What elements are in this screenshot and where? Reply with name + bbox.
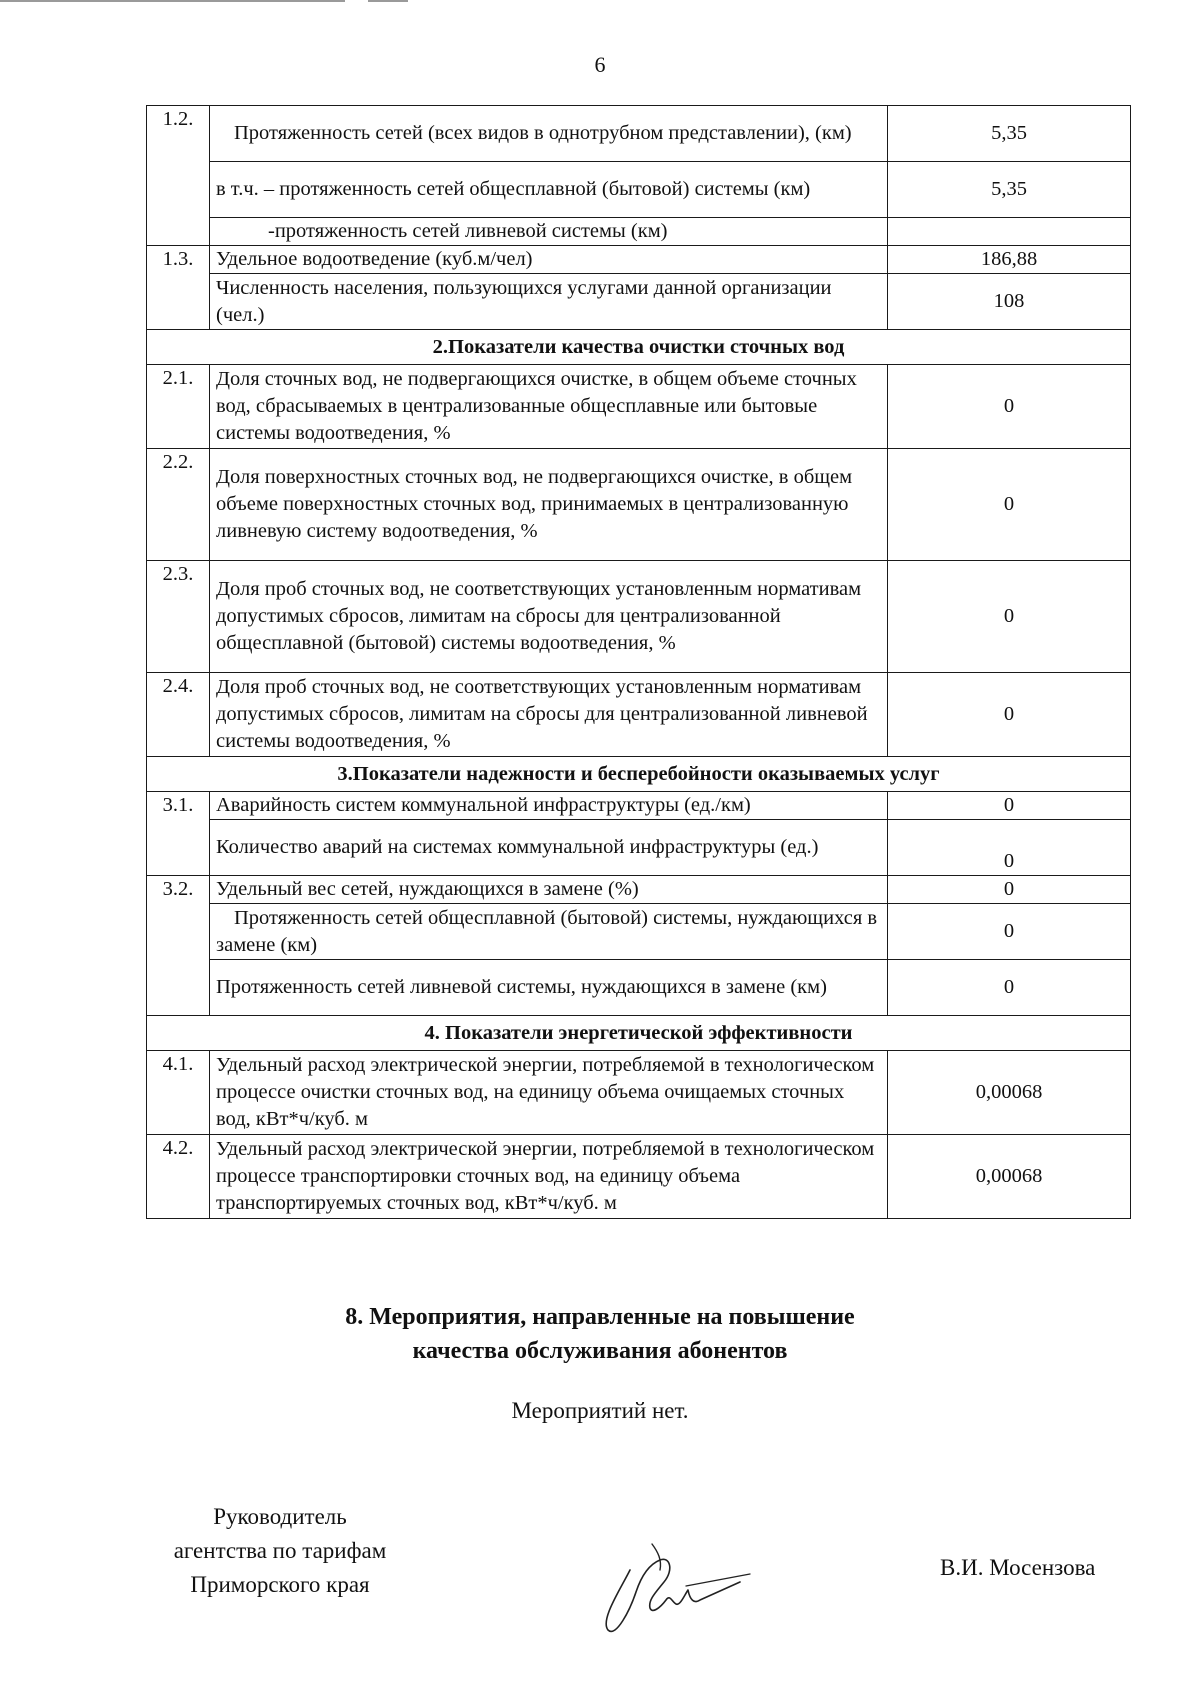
row-value: 108	[888, 274, 1131, 330]
handwritten-signature	[590, 1530, 760, 1640]
section-header-row	[147, 757, 1131, 792]
indicators-table	[146, 105, 1131, 1219]
row-value	[888, 218, 1131, 246]
row-number: 2.3.	[147, 561, 210, 673]
row-number: 1.2.	[147, 106, 210, 246]
row-value: 5,35	[888, 162, 1131, 218]
table-row	[147, 218, 1131, 246]
row-value: 0	[888, 449, 1131, 561]
row-description: Доля сточных вод, не подвергающихся очистке, в общем объеме сточных вод, сбрасываемых в централизованные общесплавные или бытовые системы водоотведения, %	[210, 365, 888, 449]
table-row	[147, 960, 1131, 1016]
table-row	[147, 820, 1131, 876]
signatory-title-line: Руководитель	[213, 1504, 347, 1529]
row-value: 0,00068	[888, 1051, 1131, 1135]
row-value: 5,35	[888, 106, 1131, 162]
row-number: 3.1.	[147, 792, 210, 876]
section-8-title-line: 8. Мероприятия, направленные на повышение	[345, 1304, 855, 1330]
table-row	[147, 1051, 1131, 1135]
row-number: 4.2.	[147, 1135, 210, 1219]
row-number: 1.3.	[147, 246, 210, 330]
section-title: 2.Показатели качества очистки сточных вод	[147, 330, 1131, 365]
row-description: Доля поверхностных сточных вод, не подвергающихся очистке, в общем объеме поверхностных сточных вод, принимаемых в централизованную ливневую систему водоотведения, %	[210, 449, 888, 561]
row-number: 2.2.	[147, 449, 210, 561]
table-row	[147, 876, 1131, 904]
row-description: Протяженность сетей ливневой системы, нуждающихся в замене (км)	[210, 960, 888, 1016]
row-value: 0	[888, 904, 1131, 960]
section-8-heading	[0, 1300, 1200, 1368]
table-row	[147, 274, 1131, 330]
row-description: Удельный вес сетей, нуждающихся в замене (%)	[210, 876, 888, 904]
section-header-row	[147, 1016, 1131, 1051]
table-row	[147, 449, 1131, 561]
table-row	[147, 561, 1131, 673]
table-row	[147, 1135, 1131, 1219]
row-description: Удельный расход электрической энергии, потребляемой в технологическом процессе транспортировки сточных вод, на единицу объема транспортируемых сточных вод, кВт*ч/куб. м	[210, 1135, 888, 1219]
row-value: 0	[888, 876, 1131, 904]
table-row	[147, 365, 1131, 449]
row-value: 0,00068	[888, 1135, 1131, 1219]
signatory-title	[120, 1500, 440, 1602]
row-number: 2.1.	[147, 365, 210, 449]
section-title: 4. Показатели энергетической эффективности	[147, 1016, 1131, 1051]
row-description: Удельное водоотведение (куб.м/чел)	[210, 246, 888, 274]
row-value: 0	[888, 673, 1131, 757]
signatory-title-line: Приморского края	[190, 1572, 370, 1597]
table-row	[147, 792, 1131, 820]
row-number: 4.1.	[147, 1051, 210, 1135]
row-value: 0	[888, 820, 1131, 876]
table-row	[147, 106, 1131, 162]
row-description: в т.ч. – протяженность сетей общесплавной (бытовой) системы (км)	[210, 162, 888, 218]
row-number: 2.4.	[147, 673, 210, 757]
page-number: 6	[594, 52, 606, 77]
row-description: Протяженность сетей общесплавной (бытовой) системы, нуждающихся в замене (км)	[210, 904, 888, 960]
table-row	[147, 673, 1131, 757]
row-value: 0	[888, 960, 1131, 1016]
row-value: 0	[888, 365, 1131, 449]
table-row	[147, 904, 1131, 960]
signatory-title-line: агентства по тарифам	[173, 1538, 387, 1563]
table-row	[147, 246, 1131, 274]
row-description: Численность населения, пользующихся услугами данной организации (чел.)	[210, 274, 888, 330]
signatory-name: В.И. Мосензова	[940, 1555, 1096, 1580]
row-value: 0	[888, 561, 1131, 673]
row-value: 186,88	[888, 246, 1131, 274]
row-description: Количество аварий на системах коммунальной инфраструктуры (ед.)	[210, 820, 888, 876]
row-description: Доля проб сточных вод, не соответствующих установленным нормативам допустимых сбросов, лимитам на сбросы для централизованной общесплавной (бытовой) системы водоотведения, %	[210, 561, 888, 673]
row-number: 3.2.	[147, 876, 210, 1016]
scan-edge-mark	[0, 0, 345, 2]
row-value: 0	[888, 792, 1131, 820]
row-description: -протяженность сетей ливневой системы (км)	[210, 218, 888, 246]
section-title: 3.Показатели надежности и бесперебойности оказываемых услуг	[147, 757, 1131, 792]
table-row	[147, 162, 1131, 218]
row-description: Протяженность сетей (всех видов в однотрубном представлении), (км)	[210, 106, 888, 162]
scan-edge-mark	[368, 0, 408, 2]
row-description: Аварийность систем коммунальной инфраструктуры (ед./км)	[210, 792, 888, 820]
row-description: Доля проб сточных вод, не соответствующих установленным нормативам допустимых сбросов, лимитам на сбросы для централизованной ливневой системы водоотведения, %	[210, 673, 888, 757]
section-8-title-line: качества обслуживания абонентов	[412, 1338, 788, 1364]
section-8-body: Мероприятий нет.	[511, 1398, 689, 1423]
section-header-row	[147, 330, 1131, 365]
row-description: Удельный расход электрической энергии, потребляемой в технологическом процессе очистки сточных вод, на единицу объема очищаемых сточных вод, кВт*ч/куб. м	[210, 1051, 888, 1135]
